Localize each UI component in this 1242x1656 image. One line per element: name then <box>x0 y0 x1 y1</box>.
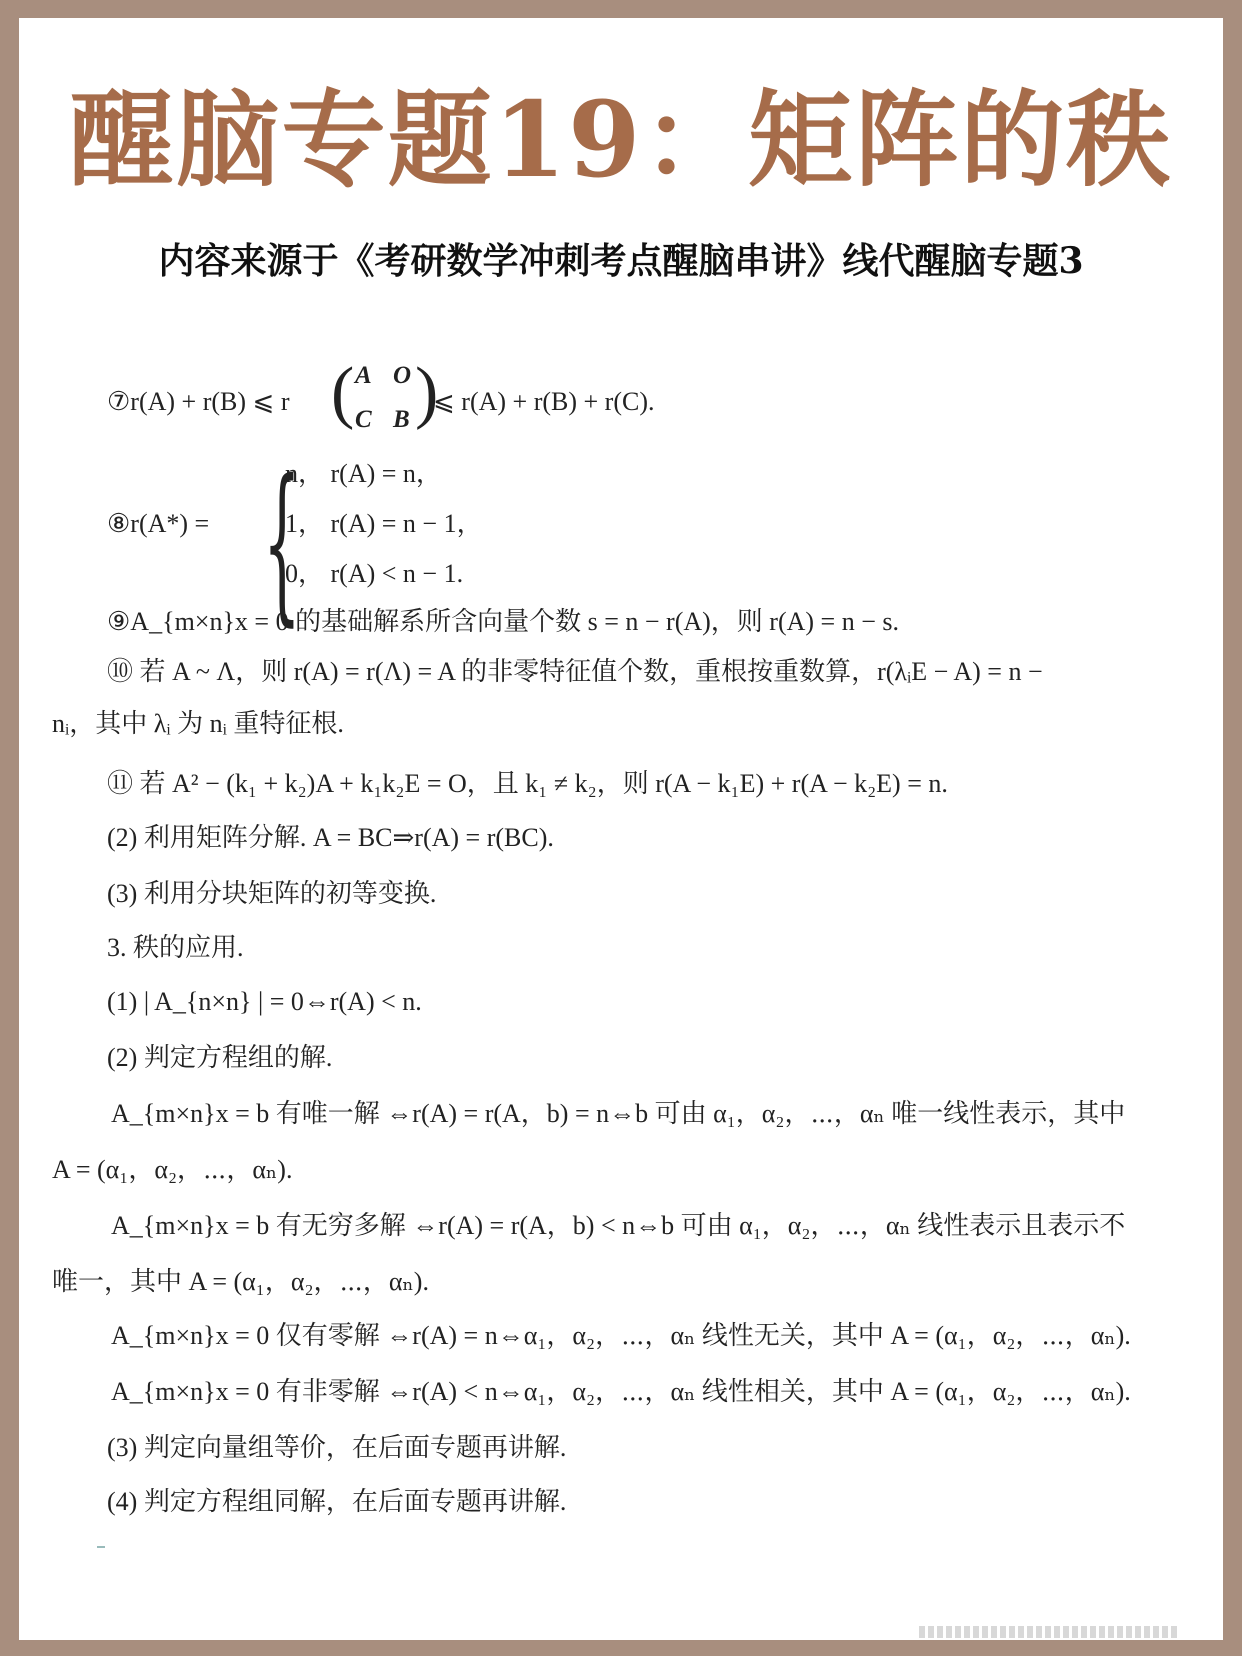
item-10-line-1: ⑩ 若 A ~ Λ，则 r(A) = r(Λ) = A 的非零特征值个数，重根按重数算，r(λᵢE − A) = n − <box>107 657 1043 686</box>
application-2: (2) 判定方程组的解. <box>107 1043 333 1072</box>
item-8-lhs: ⑧r(A*) = <box>107 509 210 538</box>
solution-infinite-line-1: A_{m×n}x = b 有无穷多解 ⇔r(A) = r(A，b) < n⇔b 可由 α₁，α₂，⋯，αₙ 线性表示且表示不 <box>111 1211 1126 1240</box>
application-4: (4) 判定方程组同解，在后面专题再讲解. <box>107 1487 567 1516</box>
section-2: (2) 利用矩阵分解. A = BC⇒r(A) = r(BC). <box>107 823 554 852</box>
item-7-suffix: ⩽ r(A) + r(B) + r(C). <box>433 387 655 416</box>
matrix-left-paren: ( <box>331 354 355 431</box>
watermark <box>919 1626 1179 1638</box>
item-7-prefix: ⑦r(A) + r(B) ⩽ r <box>107 387 290 416</box>
part-3-heading: 3. 秩的应用. <box>107 933 244 962</box>
item-9: ⑨A_{m×n}x = 0 的基础解系所含向量个数 s = n − r(A)，则 r(A) = n − s. <box>107 607 899 636</box>
solution-infinite-line-2: 唯一，其中 A = (α₁，α₂，⋯，αₙ). <box>52 1267 429 1296</box>
stray-mark <box>97 1546 105 1548</box>
solution-zero-only: A_{m×n}x = 0 仅有零解 ⇔r(A) = n⇔α₁，α₂，⋯，αₙ 线性无关，其中 A = (α₁，α₂，⋯，αₙ). <box>111 1321 1131 1350</box>
item-8-case-2: 1， r(A) = n − 1， <box>285 509 483 538</box>
block-matrix <box>331 354 439 438</box>
item-8-case-1: n， r(A) = n， <box>285 459 442 488</box>
application-1: (1) | A_{n×n} | = 0⇔r(A) < n. <box>107 987 422 1016</box>
matrix-cell: B <box>393 406 410 433</box>
page-subtitle: 内容来源于《考研数学冲刺考点醒脑串讲》线代醒脑专题3 <box>158 240 1084 282</box>
application-3: (3) 判定向量组等价，在后面专题再讲解. <box>107 1433 567 1462</box>
section-3: (3) 利用分块矩阵的初等变换. <box>107 879 437 908</box>
page-title: 醒脑专题19：矩阵的秩 <box>69 78 1173 201</box>
solution-nonzero: A_{m×n}x = 0 有非零解 ⇔r(A) < n⇔α₁，α₂，⋯，αₙ 线性相关，其中 A = (α₁，α₂，⋯，αₙ). <box>111 1377 1131 1406</box>
item-11: ⑪ 若 A² − (k₁ + k₂)A + k₁k₂E = O，且 k₁ ≠ k₂，则 r(A − k₁E) + r(A − k₂E) = n. <box>107 769 948 798</box>
matrix-cell: A <box>355 362 372 389</box>
item-8-case-3: 0， r(A) < n − 1. <box>285 559 464 588</box>
content-card <box>19 18 1223 1640</box>
matrix-cell: C <box>355 406 372 433</box>
item-10-line-2: nᵢ，其中 λᵢ 为 nᵢ 重特征根. <box>52 709 344 738</box>
matrix-right-paren: ) <box>415 354 439 431</box>
solution-unique-line-2: A = (α₁，α₂，⋯，αₙ). <box>52 1155 293 1184</box>
matrix-cell: O <box>393 362 412 389</box>
solution-unique-line-1: A_{m×n}x = b 有唯一解 ⇔r(A) = r(A，b) = n⇔b 可由 α₁，α₂，⋯，αₙ 唯一线性表示，其中 <box>111 1099 1126 1128</box>
case-brace: { <box>263 444 301 642</box>
